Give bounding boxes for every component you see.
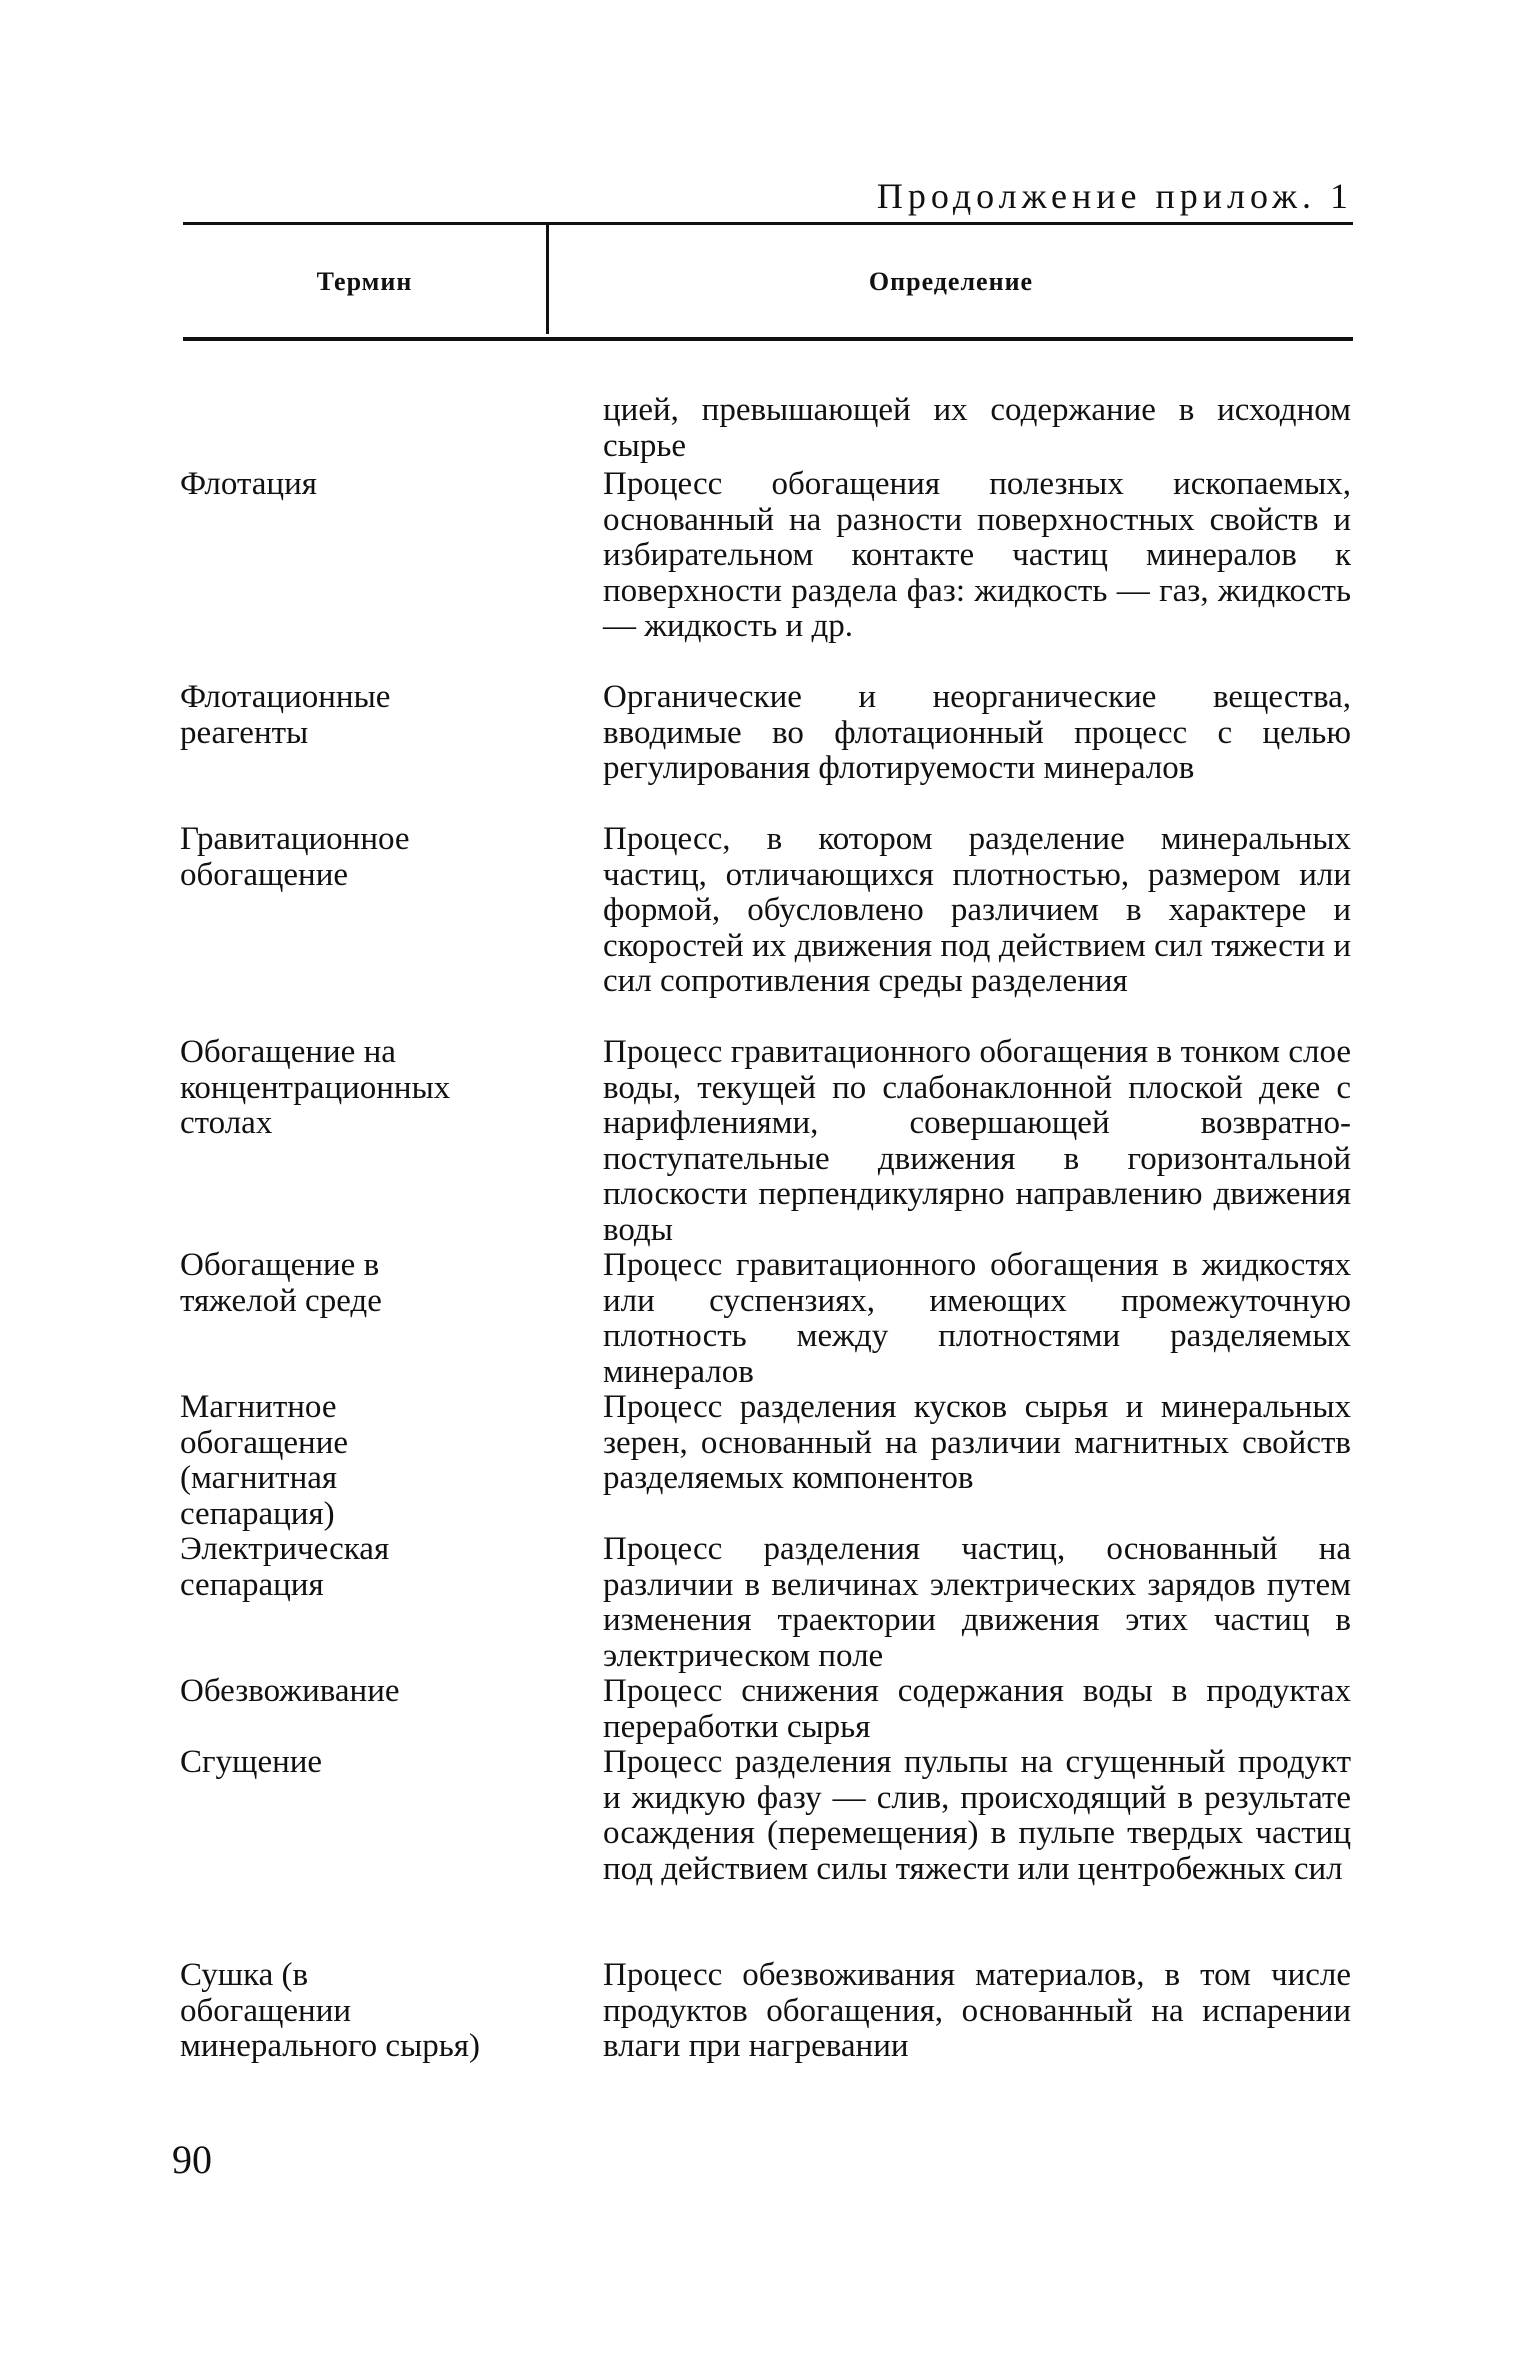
definition-flotation-reagents: Органические и неорганические вещества, вводимые во флотационный процесс с целью регулирования флотируемости минералов: [603, 679, 1351, 786]
definition-drying: Процесс обезвоживания материалов, в том числе продуктов обогащения, основанный на испарении влаги при нагревании: [603, 1957, 1351, 2064]
definition-continuation: цией, превышающей их содержание в исходном сырье: [603, 392, 1351, 464]
table-header-rule: [183, 337, 1353, 341]
term-electric-separation: Электрическая сепарация: [180, 1531, 390, 1603]
definition-gravity-concentration: Процесс, в котором разделение минеральных частиц, отличающихся плотностью, размером или формой, обусловлено различием в характере и скоростей их движения под действием сил тяжести и сил сопротивления среды разделения: [603, 821, 1351, 999]
term-concentrating-tables: Обогащение на концентрационных столах: [180, 1034, 451, 1141]
definition-thickening: Процесс разделения пульпы на сгущенный продукт и жидкую фазу — слив, происходящий в результате осаждения (перемещения) в пульпе твердых частиц под действием силы тяжести или центробежных сил: [603, 1744, 1351, 1887]
definition-electric-separation: Процесс разделения частиц, основанный на различии в величинах электрических зарядов путем изменения траектории движения этих частиц в электрическом поле: [603, 1531, 1351, 1674]
definition-concentrating-tables: Процесс гравитационного обогащения в тонком слое воды, текущей по слабонаклонной плоской деке с нарифлениями, совершающей возвратно-поступательные движения в горизонтальной плоскости перпендикулярно направлению движения воды: [603, 1034, 1351, 1248]
term-flotation-reagents: Флотационные реагенты: [180, 679, 391, 751]
column-header-definition: Определение: [868, 267, 1034, 296]
table-top-rule: [183, 222, 1353, 225]
definition-heavy-media: Процесс гравитационного обогащения в жидкостях или суспензиях, имеющих промежуточную плотность между плотностями разделяемых минералов: [603, 1247, 1351, 1390]
column-header-term: Термин: [316, 267, 413, 296]
definition-flotation: Процесс обогащения полезных ископаемых, основанный на разности поверхностных свойств и избирательном контакте частиц минералов к поверхности раздела фаз: жидкость — газ, жидкость — жидкость и др.: [603, 466, 1351, 644]
term-dewatering: Обезвоживание: [180, 1673, 400, 1709]
term-thickening: Сгущение: [180, 1744, 323, 1780]
term-magnetic-separation: Магнитное обогащение (магнитная сепарация): [180, 1389, 348, 1532]
term-heavy-media: Обогащение в тяжелой среде: [180, 1247, 382, 1319]
running-head: Продолжение прилож. 1: [876, 176, 1353, 216]
page-number: 90: [172, 2137, 212, 2182]
term-gravity-concentration: Гравитационное обогащение: [180, 821, 410, 893]
term-drying: Сушка (в обогащении минерального сырья): [180, 1957, 480, 2064]
definition-magnetic-separation: Процесс разделения кусков сырья и минеральных зерен, основанный на различии магнитных свойств разделяемых компонентов: [603, 1389, 1351, 1496]
definition-dewatering: Процесс снижения содержания воды в продуктах переработки сырья: [603, 1673, 1351, 1745]
term-flotation: Флотация: [180, 466, 317, 502]
